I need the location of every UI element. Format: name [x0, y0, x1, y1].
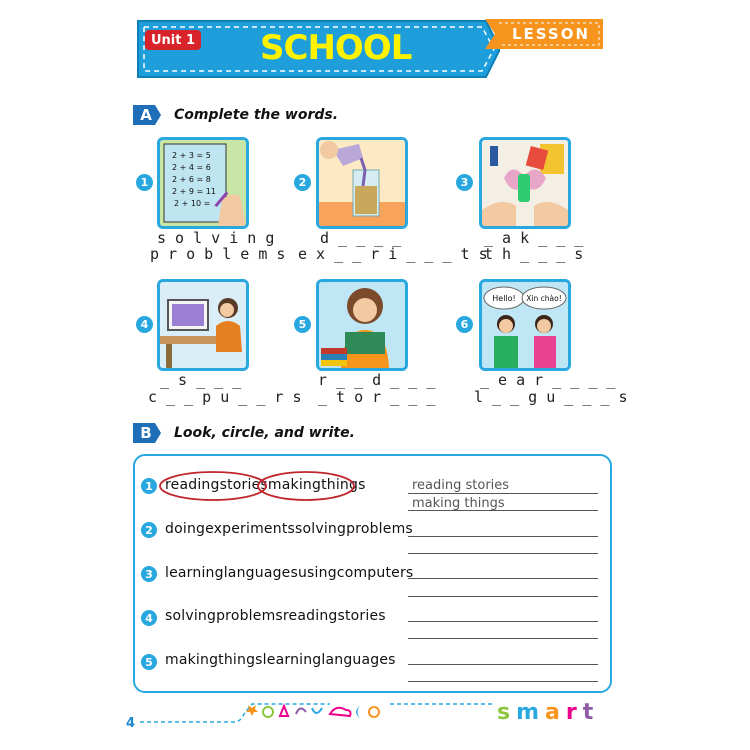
- item-number: 2: [294, 174, 311, 191]
- girl-using-computer-icon: [160, 282, 246, 368]
- music-note-icon: [296, 708, 306, 714]
- write-line: [408, 493, 598, 494]
- word-line-2: t h _ _ _ s: [484, 245, 584, 263]
- item-number: 4: [136, 316, 153, 333]
- word-string: makingthingslearninglanguages: [165, 652, 396, 668]
- word-string: learninglanguagesusingcomputers: [165, 565, 414, 581]
- row-number: 1: [141, 478, 157, 494]
- doodle-icons: [246, 705, 379, 718]
- board-line: 2 + 3 = 5: [172, 151, 211, 160]
- footer-decoration: [140, 700, 500, 736]
- board-line: 2 + 4 = 6: [172, 163, 211, 172]
- item-number: 5: [294, 316, 311, 333]
- brand-letter: m: [516, 700, 546, 725]
- brand-letter: a: [545, 700, 566, 725]
- moon-icon: [356, 706, 360, 718]
- word-line-1: s o l v i n g: [157, 229, 275, 247]
- answer-2: making things: [412, 496, 505, 511]
- word-line-2: _ t o r _ _ _: [318, 388, 436, 406]
- speech-bubble-hello: Hello!: [492, 294, 516, 303]
- answer-1: reading stories: [412, 478, 510, 493]
- speech-bubble-xin-chao: Xin chào!: [526, 294, 562, 303]
- write-line[interactable]: [408, 621, 598, 622]
- word-line-2: e x _ _ r i _ _ _ t s: [298, 245, 488, 263]
- science-experiment-beaker-icon: [319, 140, 405, 226]
- write-line[interactable]: [408, 638, 598, 639]
- write-line[interactable]: [408, 578, 598, 579]
- doing-experiments-picture: [316, 137, 408, 229]
- word-line-1: _ a k _ _ _: [484, 229, 584, 247]
- item-number: 1: [136, 174, 153, 191]
- boy-solving-math-problems-icon: [160, 140, 246, 226]
- item-number: 3: [456, 174, 473, 191]
- word-line-1: _ s _ _ _: [160, 371, 242, 389]
- solving-problems-picture: [157, 137, 249, 229]
- word-part-2: makingthings: [267, 477, 366, 493]
- section-b-letter: B: [140, 424, 152, 442]
- word-line-2: p r o b l e m s: [150, 245, 286, 263]
- board-line: 2 + 9 = 11: [172, 187, 216, 196]
- children-learning-languages-icon: [482, 282, 568, 368]
- word-line-1: d _ _ _ _: [320, 229, 402, 247]
- learning-languages-picture: [479, 279, 571, 371]
- word-line-1: r _ _ d _ _ _: [318, 371, 436, 389]
- girl-reading-stories-icon: [319, 282, 405, 368]
- unit-badge: Unit 1: [145, 30, 201, 50]
- word-string: solvingproblemsreadingstories: [165, 608, 386, 624]
- brand-letter: r: [565, 700, 583, 725]
- sun-icon: [369, 707, 379, 717]
- brand-letter: s: [497, 700, 517, 725]
- leaf-icon: [312, 708, 322, 713]
- section-a-instruction: Complete the words.: [174, 107, 339, 123]
- lesson-label: LESSON 2: [512, 25, 591, 67]
- example-circles: [158, 468, 358, 504]
- page-title: SCHOOL: [260, 28, 412, 68]
- brand-smart-logo: [497, 700, 599, 725]
- section-b-instruction: Look, circle, and write.: [174, 425, 355, 441]
- reading-stories-picture: [316, 279, 408, 371]
- star-icon: [246, 705, 258, 716]
- board-line: 2 + 10 =: [174, 199, 211, 208]
- flower-icon: [263, 707, 273, 717]
- word-line-2: c _ _ p u _ _ r s: [148, 388, 302, 406]
- write-line[interactable]: [408, 596, 598, 597]
- word-line-1: _ e a r _ _ _ _: [480, 371, 616, 389]
- write-line[interactable]: [408, 553, 598, 554]
- using-computers-picture: [157, 279, 249, 371]
- triangle-icon: [280, 706, 288, 716]
- making-things-picture: [479, 137, 571, 229]
- write-line: [408, 510, 598, 511]
- row-number: 3: [141, 566, 157, 582]
- board-line: 2 + 6 = 8: [172, 175, 211, 184]
- word-part-1: readingstories: [165, 477, 268, 493]
- row-number: 4: [141, 610, 157, 626]
- brand-letter: t: [582, 700, 600, 725]
- write-line[interactable]: [408, 536, 598, 537]
- page-number: 4: [126, 716, 136, 731]
- row-number: 5: [141, 654, 157, 670]
- section-a-letter: A: [140, 106, 152, 124]
- row-number: 2: [141, 522, 157, 538]
- write-line[interactable]: [408, 664, 598, 665]
- cloud-icon: [330, 708, 351, 716]
- write-line[interactable]: [408, 681, 598, 682]
- item-number: 6: [456, 316, 473, 333]
- word-string: doingexperimentssolvingproblems: [165, 521, 413, 537]
- word-line-2: l _ _ g u _ _ _ s: [474, 388, 628, 406]
- making-craft-things-icon: [482, 140, 568, 226]
